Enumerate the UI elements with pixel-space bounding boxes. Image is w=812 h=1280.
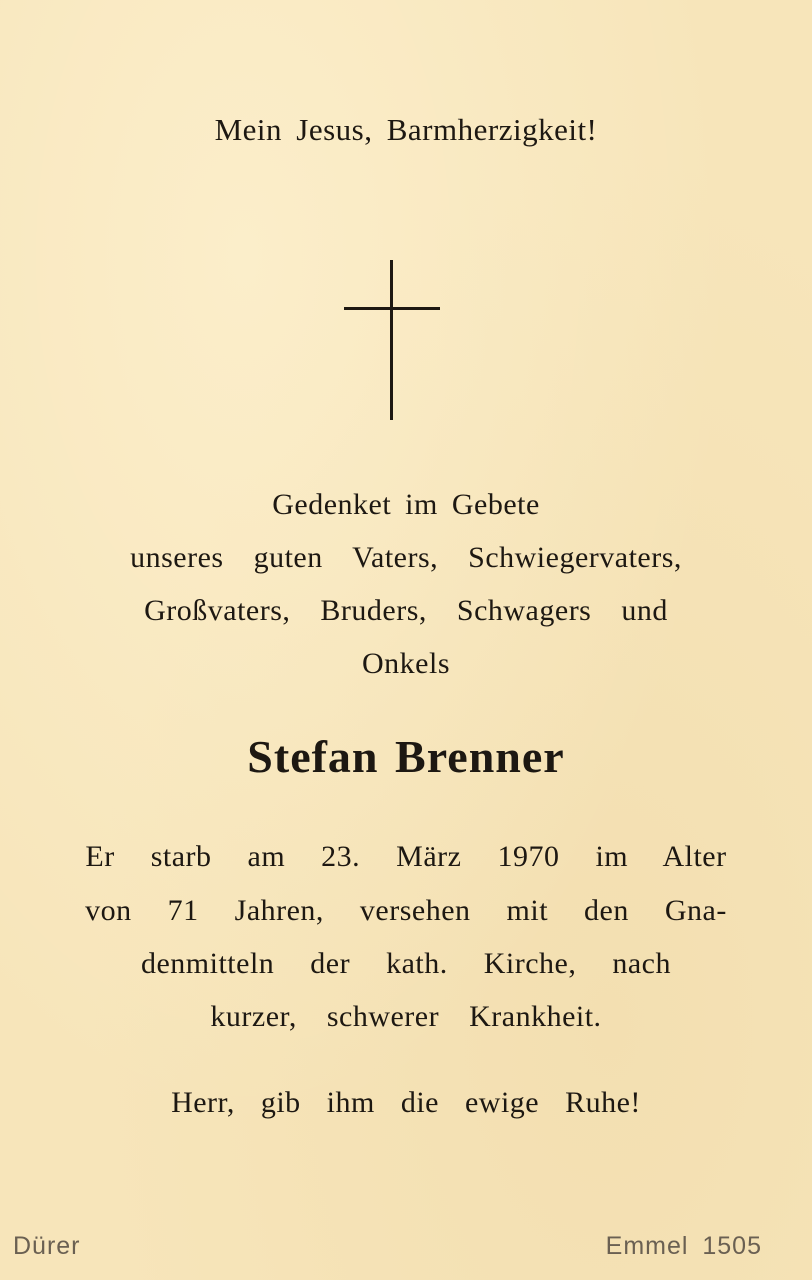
invocation-text: Mein Jesus, Barmherzigkeit! xyxy=(214,112,598,147)
footer-artist-credit: Dürer xyxy=(13,1232,81,1260)
remembrance-line-3: Großvaters, Bruders, Schwagers und xyxy=(144,594,668,627)
footer-print-number: Emmel 1505 xyxy=(605,1232,762,1260)
cross-vertical-beam xyxy=(390,260,393,420)
latin-cross-icon xyxy=(344,260,440,420)
death-notice-line-3: denmitteln der kath. Kirche, nach xyxy=(140,947,671,980)
remembrance-line-1: Gedenket im Gebete xyxy=(272,488,540,521)
death-notice-line-2: von 71 Jahren, versehen mit den Gna- xyxy=(85,894,727,927)
remembrance-line-2: unseres guten Vaters, Schwiegervaters, xyxy=(130,541,682,574)
cross-horizontal-beam xyxy=(344,307,440,310)
death-notice-line-1: Er starb am 23. März 1970 im Alter xyxy=(85,840,727,873)
closing-prayer: Herr, gib ihm die ewige Ruhe! xyxy=(171,1086,641,1119)
deceased-name: Stefan Brenner xyxy=(247,731,565,782)
remembrance-line-4: Onkels xyxy=(362,647,450,680)
death-notice-line-4: kurzer, schwerer Krankheit. xyxy=(210,1000,602,1033)
